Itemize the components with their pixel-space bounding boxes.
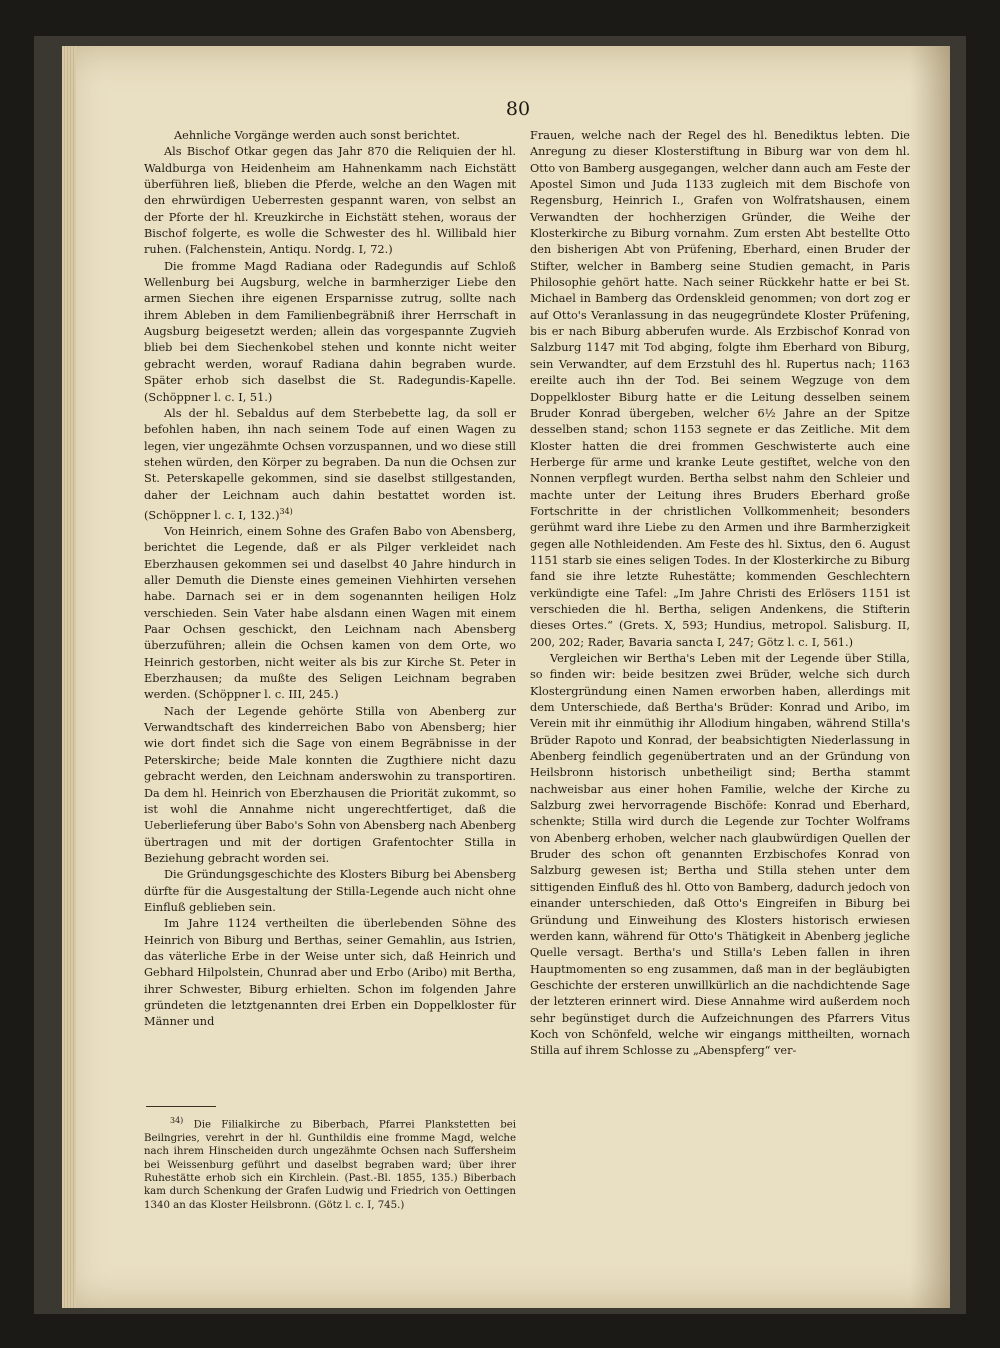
footnote-paragraph xyxy=(144,1114,516,1212)
paragraph-text: Als der hl. Sebaldus auf dem Sterbebette lag, da soll er befohlen haben, ihn nach seinem Tode auf einen Wagen zu legen, vier ungezähmte Ochsen vorzuspannen, und wo diese still stehen würden, den Körper zu begraben. Da nun die Ochsen zur St. Peterskapelle gekommen, sind sie daselbst stillgestanden, daher der Leichnam auch dahin bestattet worden ist. (Schöppner l. c. I, 132.) xyxy=(144,406,517,522)
page-number: 80 xyxy=(505,98,531,120)
binding-gutter xyxy=(910,46,950,1308)
paragraph: Als Bischof Otkar gegen das Jahr 870 die Reliquien der hl. Waldburga von Heidenheim am Hahnenkamm nach Eichstätt überführen ließ, blieben die Pferde, welche an den Wagen mit den ehrwürdigen Ueberresten gespannt waren, von selbst an der Pforte der hl. Kreuzkirche in Eichstätt stehen, woraus der Bischof folgerte, es wolle die Schwester des hl. Willibald hier ruhen. (Falchenstein, Antiqu. Nordg. I, 72.) xyxy=(144,145,516,257)
paragraph: Im Jahre 1124 vertheilten die überlebenden Söhne des Heinrich von Biburg und Berthas, seiner Gemahlin, aus Istrien, das väterliche Erbe in der Weise unter sich, daß Heinrich und Gebhard Hilpolstein, Chunrad aber und Erbo (Aribo) mit Bertha, ihrer Schwester, Biburg erhielten. Schon im folgenden Jahre gründeten die letztgenannten drei Erben ein Doppelkloster für Männer und xyxy=(144,917,516,1029)
footnote-divider xyxy=(146,1106,216,1107)
footnote-text: Die Filialkirche zu Biberbach, Pfarrei Plankstetten bei Beilngries, verehrt in der hl. Gunthildis eine fromme Magd, welche nach ihrem Hinscheiden durch ungezähmte Ochsen nach Suffersheim bei Weissenburg geführt und daselbst begraben ward; über ihrer Ruhestätte erhob sich ein Kirchlein. (Past.-Bl. 1855, 135.) Biberbach kam durch Schenkung der Grafen Ludwig und Friedrich von Oettingen 1340 an das Kloster Heilsbronn. (Götz l. c. I, 745.) xyxy=(144,1119,516,1211)
footnote xyxy=(144,1114,516,1212)
paragraph: Von Heinrich, einem Sohne des Grafen Babo von Abensberg, berichtet die Legende, daß er als Pilger verkleidet nach Eberzhausen gekommen sei und daselbst 40 Jahre hindurch in aller Demuth die Dienste eines gemeinen Viehhirten versehen habe. Darnach sei er in dem sogenannten heiligen Holz verschieden. Sein Vater habe alsdann einen Wagen mit einem Paar Ochsen geschickt, den Leichnam nach Abensberg überzuführen; allein die Ochsen kamen von dem Orte, wo Heinrich gestorben, nicht weiter als bis zur Kirche St. Peter in Eberzhausen; da mußte des Seligen Leichnam begraben werden. (Schöppner l. c. III, 245.) xyxy=(144,525,516,702)
paragraph: Frauen, welche nach der Regel des hl. Benediktus lebten. Die Anregung zu dieser Klosterstiftung in Biburg war von dem hl. Otto von Bamberg ausgegangen, welcher dann auch am Feste der Apostel Simon und Juda 1133 zugleich mit dem Bischofe von Regensburg, Heinrich I., Grafen von Wolfratshausen, einem Verwandten der hochherzigen Gründer, die Weihe der Klosterkirche zu Biburg vornahm. Zum ersten Abt bestellte Otto den bisherigen Abt von Prüfening, Eberhard, einen Bruder der Stifter, welcher in Bamberg seine Studien gemacht, in Paris Philosophie gehört hatte. Nach seiner Rückkehr hatte er bei St. Michael in Bamberg das Ordenskleid genommen; von dort zog er auf Otto's Veranlassung in das neugegründete Kloster Prüfening, bis er nach Biburg abberufen wurde. Als Erzbischof Konrad von Salzburg 1147 mit Tod abging, folgte ihm Eberhard von Biburg, sein Verwandter, auf dem Erzstuhl des hl. Rupertus nach; 1163 ereilte auch ihn der Tod. Bei seinem Wegzuge von dem Doppelkloster Biburg hatte er die Leitung desselben seinem Bruder Konrad übergeben, welcher 6½ Jahre an der Spitze desselben stand; schon 1153 segnete er das Zeitliche. Mit dem Kloster hatten die drei frommen Geschwisterte auch eine Herberge für arme und kranke Leute gestiftet, welche von den Nonnen verpflegt wurden. Bertha selbst nahm den Schleier und machte unter der Leitung ihres Bruders Eberhard große Fortschritte in der christlichen Vollkommenheit; besonders gerühmt ward ihre Liebe zu den Armen und ihre Barmherzigkeit gegen alle Nothleidenden. Am Feste des hl. Sixtus, den 6. August 1151 starb sie eines seligen Todes. In der Klosterkirche zu Biburg fand sie ihre letzte Ruhestätte; kommenden Geschlechtern verkündigte eine Tafel: „Im Jahre Christi des Erlösers 1151 ist verschieden die hl. Bertha, seligen Andenkens, die Stifterin dieses Ortes.“ (Grets. X, 593; Hundius, metropol. Salisburg. II, 200, 202; Rader, Bavaria sancta I, 247; Götz l. c. I, 561.) xyxy=(530,129,910,649)
left-column xyxy=(144,128,516,1031)
footnote-reference: 34) xyxy=(279,506,293,516)
paragraph: Die fromme Magd Radiana oder Radegundis auf Schloß Wellenburg bei Augsburg, welche in barmherziger Liebe den armen Siechen ihre eigenen Ersparnisse zutrug, sollte nach ihrem Ableben in dem Familienbegräbniß ihrer Herrschaft in Augsburg beigesetzt werden; allein das vorgespannte Zugvieh blieb bei dem Siechenkobel stehen und konnte nicht weiter gebracht werden, worauf Radiana dahin begraben wurde. Später erhob sich daselbst die St. Radegundis-Kapelle. (Schöppner l. c. I, 51.) xyxy=(144,259,516,404)
paragraph: Nach der Legende gehörte Stilla von Abenberg zur Verwandtschaft des kinderreichen Babo von Abensberg; hier wie dort findet sich die Sage von einem Begräbnisse in der Peterskirche; beide Male konnten die Zugthiere nicht dazu gebracht werden, den Leichnam anderswohin zu transportiren. Da dem hl. Heinrich von Eberzhausen die Priorität zukommt, so ist wohl die Annahme nicht ungerechtfertiget, daß die Ueberlieferung über Babo's Sohn von Abensberg nach Abenberg übertragen und mit der dortigen Grafentochter Stilla in Beziehung gebracht worden sei. xyxy=(144,704,516,865)
right-column xyxy=(530,128,910,1060)
paragraph: Aehnliche Vorgänge werden auch sonst berichtet. xyxy=(174,129,461,142)
paragraph xyxy=(144,406,516,524)
page-edges xyxy=(62,46,76,1308)
paragraph: Vergleichen wir Bertha's Leben mit der Legende über Stilla, so finden wir: beide besitzen zwei Brüder, welche sich durch Klostergründung einen Namen erworben haben, allerdings mit dem Unterschiede, daß Bertha's Brüder: Konrad und Aribo, im Verein mit ihr einmüthig ihr Allodium hingaben, während Stilla's Brüder Rapoto und Konrad, der beabsichtigten Niederlassung in Abenberg feindlich gegenübertraten und an der Gründung von Heilsbronn historisch unbetheiligt sind; Bertha stammt nachweisbar aus einer hohen Familie, welche der Kirche zu Salzburg zwei hervorragende Bischöfe: Konrad und Eberhard, schenkte; Stilla wird durch die Legende zur Tochter Wolframs von Abenberg erhoben, welcher nach glaubwürdigen Quellen der Bruder des schon oft genannten Erzbischofes Konrad von Salzburg gewesen ist; Bertha und Stilla stehen unter dem sittigenden Einfluß des hl. Otto von Bamberg, dadurch jedoch von einander unterschieden, daß Otto's Eingreifen in Biburg bei Gründung und Einweihung des Klosters historisch erwiesen werden kann, während für Otto's Thätigkeit in Abenberg jegliche Quelle versagt. Bertha's und Stilla's Leben fallen in ihren Hauptmomenten so eng zusammen, daß man in der begläubigten Geschichte der ersteren unwillkürlich an die nachdichtende Sage der letzteren erinnert wird. Diese Annahme wird außerdem noch sehr begünstiget durch die Aufzeichnungen des Pfarrers Vitus Koch von Schönfeld, welche wir eingangs mittheilten, wornach Stilla auf ihrem Schlosse zu „Abenspferg“ ver- xyxy=(530,652,910,1058)
paragraph: Die Gründungsgeschichte des Klosters Biburg bei Abensberg dürfte für die Ausgestaltung der Stilla-Legende auch nicht ohne Einfluß geblieben sein. xyxy=(144,868,516,914)
footnote-mark: 34) xyxy=(170,1116,184,1125)
